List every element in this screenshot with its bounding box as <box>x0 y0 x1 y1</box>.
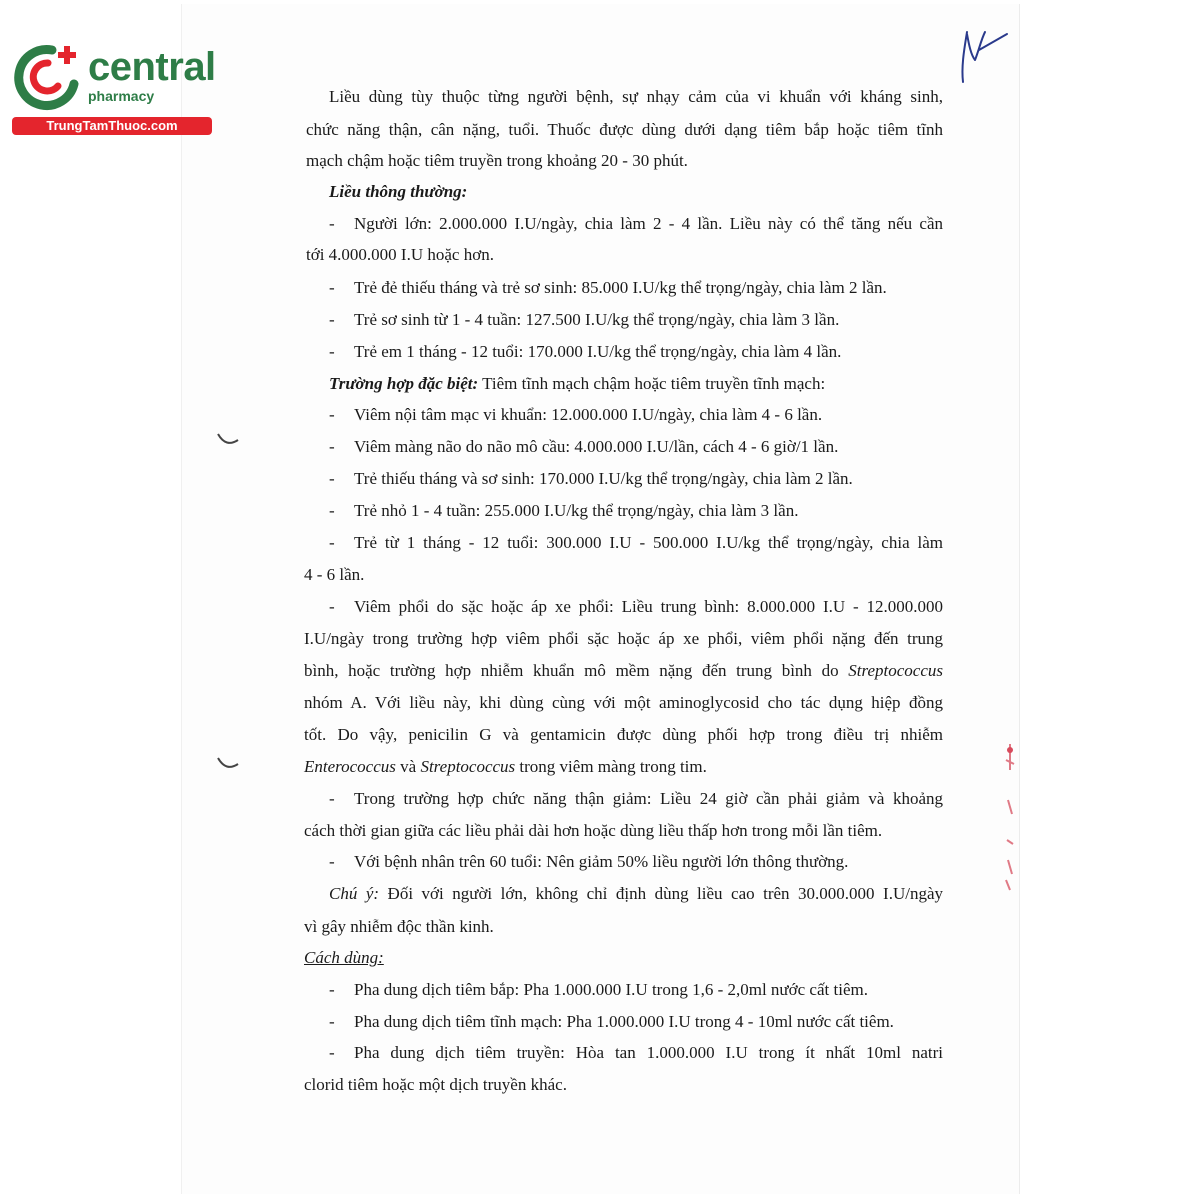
list-item-continuation: tốt. Do vậy, penicilin G và gentamicin được dùng phối hợp trong điều trị nhiễm <box>304 725 943 744</box>
list-dash: - <box>329 980 335 999</box>
punch-hole-icon <box>216 752 240 776</box>
list-dash: - <box>329 405 335 424</box>
list-item-continuation: clorid tiêm hoặc một dịch truyền khác. <box>304 1075 567 1094</box>
pharmacy-cross-icon <box>8 36 86 116</box>
organism-name: Streptococcus <box>848 661 943 680</box>
list-item-text: Trẻ nhỏ 1 - 4 tuần: 255.000 I.U/kg thể trọng/ngày, chia làm 3 lần. <box>354 501 799 520</box>
intro-line: chức năng thận, cân nặng, tuổi. Thuốc được dùng dưới dạng tiêm bắp hoặc tiêm tĩnh <box>306 120 943 139</box>
note-continuation: vì gây nhiễm độc thần kinh. <box>304 917 494 936</box>
list-item-text: Trong trường hợp chức năng thận giảm: Liều 24 giờ cần phải giảm và khoảng <box>354 789 943 808</box>
list-item <box>329 278 887 298</box>
brand-website: TrungTamThuoc.com <box>12 117 212 135</box>
list-dash: - <box>329 852 335 871</box>
text-run: trong viêm màng trong tim. <box>515 757 707 776</box>
list-dash: - <box>329 342 335 361</box>
list-item-continuation: nhóm A. Với liều này, khi dùng cùng với một aminoglycosid cho tác dụng hiệp đồng <box>304 693 943 712</box>
list-item-continuation: I.U/ngày trong trường hợp viêm phổi sặc hoặc áp xe phổi, viêm phổi nặng đến trung <box>304 629 943 648</box>
list-item-text: Pha dung dịch tiêm bắp: Pha 1.000.000 I.U trong 1,6 - 2,0ml nước cất tiêm. <box>354 980 868 999</box>
list-dash: - <box>329 310 335 329</box>
list-item <box>329 437 838 457</box>
list-item <box>329 533 943 553</box>
list-item <box>329 342 841 362</box>
note-text: Đối với người lớn, không chỉ định dùng liều cao trên 30.000.000 I.U/ngày <box>379 884 943 903</box>
list-item-continuation: cách thời gian giữa các liều phải dài hơn hoặc dùng liều thấp hơn trong mỗi lần tiêm. <box>304 821 883 840</box>
handwritten-initial-icon <box>955 20 1015 90</box>
list-dash: - <box>329 1012 335 1031</box>
list-item-text: Pha dung dịch tiêm tĩnh mạch: Pha 1.000.000 I.U trong 4 - 10ml nước cất tiêm. <box>354 1012 894 1031</box>
list-item-text: Trẻ sơ sinh từ 1 - 4 tuần: 127.500 I.U/kg thể trọng/ngày, chia làm 3 lần. <box>354 310 840 329</box>
list-item-text: Trẻ từ 1 tháng - 12 tuổi: 300.000 I.U - 500.000 I.U/kg thể trọng/ngày, chia làm <box>354 533 943 552</box>
stamp-edge-icon <box>998 740 1020 900</box>
intro-line: mạch chậm hoặc tiêm truyền trong khoảng 20 - 30 phút. <box>306 151 688 170</box>
special-cases-text: Tiêm tĩnh mạch chậm hoặc tiêm truyền tĩnh mạch: <box>478 374 826 393</box>
organism-name: Streptococcus <box>420 757 516 776</box>
list-item <box>329 214 943 234</box>
brand-logo <box>8 36 218 136</box>
list-item <box>329 501 798 521</box>
list-dash: - <box>329 501 335 520</box>
list-item-text: Trẻ thiếu tháng và sơ sinh: 170.000 I.U/kg thể trọng/ngày, chia làm 2 lần. <box>354 469 853 488</box>
organism-name: Enterococcus <box>304 757 396 776</box>
list-item-continuation: 4 - 6 lần. <box>304 565 365 584</box>
section-heading-special-cases <box>329 374 825 394</box>
list-item <box>329 980 868 1000</box>
text-run: bình, hoặc trường hợp nhiễm khuẩn mô mềm nặng đến trung bình do <box>304 661 849 680</box>
list-item <box>329 1043 943 1063</box>
brand-name: central <box>88 45 216 89</box>
list-dash: - <box>329 437 335 456</box>
list-dash: - <box>329 278 335 297</box>
list-dash: - <box>329 533 335 552</box>
list-item <box>329 789 943 809</box>
list-item-continuation <box>304 757 707 777</box>
list-item-text: Viêm màng não do não mô cầu: 4.000.000 I.U/lần, cách 4 - 6 giờ/1 lần. <box>354 437 839 456</box>
list-item <box>329 469 853 489</box>
list-item-text: Trẻ đẻ thiếu tháng và trẻ sơ sinh: 85.000 I.U/kg thể trọng/ngày, chia làm 2 lần. <box>354 278 887 297</box>
list-item-continuation: tới 4.000.000 I.U hoặc hơn. <box>306 245 494 264</box>
list-item-text: Với bệnh nhân trên 60 tuổi: Nên giảm 50% liều người lớn thông thường. <box>354 852 849 871</box>
brand-subtitle: pharmacy <box>88 88 155 104</box>
special-cases-label: Trường hợp đặc biệt: <box>329 374 479 393</box>
list-dash: - <box>329 469 335 488</box>
list-item <box>329 1012 894 1032</box>
note-line <box>329 884 943 904</box>
list-item-text: Viêm phổi do sặc hoặc áp xe phổi: Liều trung bình: 8.000.000 I.U - 12.000.000 <box>354 597 943 616</box>
text-run: và <box>395 757 421 776</box>
list-item <box>329 597 943 617</box>
list-dash: - <box>329 789 335 808</box>
intro-line: Liều dùng tùy thuộc từng người bệnh, sự nhạy cảm của vi khuẩn với kháng sinh, <box>329 87 943 106</box>
list-item-text: Người lớn: 2.000.000 I.U/ngày, chia làm 2 - 4 lần. Liều này có thể tăng nếu cần <box>354 214 943 233</box>
list-item-text: Trẻ em 1 tháng - 12 tuổi: 170.000 I.U/kg thể trọng/ngày, chia làm 4 lần. <box>354 342 842 361</box>
list-item-text: Pha dung dịch tiêm truyền: Hòa tan 1.000.000 I.U trong ít nhất 10ml natri <box>354 1043 943 1062</box>
list-item-continuation <box>304 661 943 681</box>
note-label: Chú ý: <box>329 884 380 903</box>
section-heading-usual-dose: Liều thông thường: <box>329 182 468 201</box>
list-item <box>329 852 848 872</box>
list-dash: - <box>329 214 335 233</box>
list-item <box>329 310 839 330</box>
list-dash: - <box>329 597 335 616</box>
section-heading-usage: Cách dùng: <box>304 948 384 967</box>
list-item <box>329 405 822 425</box>
list-item-text: Viêm nội tâm mạc vi khuẩn: 12.000.000 I.U/ngày, chia làm 4 - 6 lần. <box>354 405 823 424</box>
list-dash: - <box>329 1043 335 1062</box>
punch-hole-icon <box>216 428 240 452</box>
